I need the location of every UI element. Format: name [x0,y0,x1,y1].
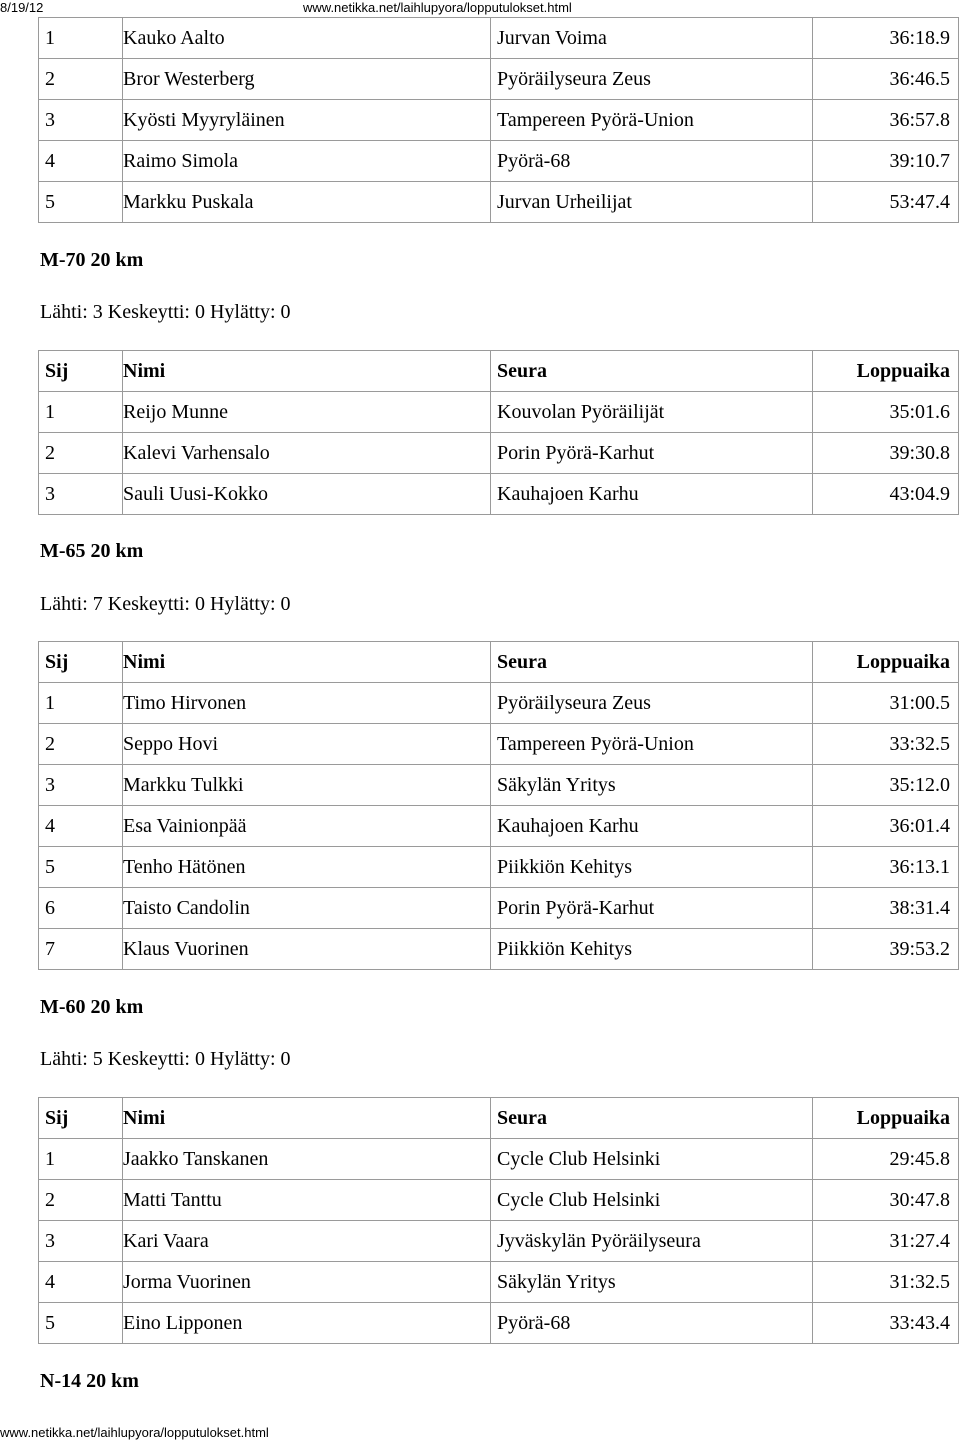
club-cell: Pyörä-68 [491,141,813,182]
finish-time-cell: 36:46.5 [813,59,959,100]
rider-name-cell: Raimo Simola [123,141,491,182]
rider-name-cell: Sauli Uusi-Kokko [123,474,491,515]
table-row [39,182,959,223]
col-header-finish-time: Loppuaika [813,1098,959,1139]
table-row [39,59,959,100]
table-row [39,683,959,724]
print-date: 8/19/12 [0,0,44,15]
finish-time-cell: 36:13.1 [813,847,959,888]
finish-time-cell: 36:57.8 [813,100,959,141]
finish-time-cell: 31:27.4 [813,1221,959,1262]
position-cell: 1 [39,392,123,433]
table-row [39,1139,959,1180]
club-cell: Jurvan Urheilijat [491,182,813,223]
table-row [39,724,959,765]
position-cell: 2 [39,1180,123,1221]
col-header-name: Nimi [123,351,491,392]
results-table [38,1097,959,1344]
rider-name-cell: Kalevi Varhensalo [123,433,491,474]
position-cell: 3 [39,100,123,141]
col-header-club: Seura [491,351,813,392]
rider-name-cell: Timo Hirvonen [123,683,491,724]
finish-time-cell: 31:00.5 [813,683,959,724]
finish-time-cell: 39:30.8 [813,433,959,474]
col-header-club: Seura [491,1098,813,1139]
finish-time-cell: 43:04.9 [813,474,959,515]
club-cell: Porin Pyörä-Karhut [491,433,813,474]
rider-name-cell: Reijo Munne [123,392,491,433]
table-row [39,888,959,929]
col-header-finish-time: Loppuaika [813,642,959,683]
position-cell: 2 [39,724,123,765]
club-cell: Jyväskylän Pyöräilyseura [491,1221,813,1262]
table-row [39,1221,959,1262]
rider-name-cell: Taisto Candolin [123,888,491,929]
position-cell: 6 [39,888,123,929]
club-cell: Pyöräilyseura Zeus [491,59,813,100]
col-header-name: Nimi [123,1098,491,1139]
class-title: M-60 20 km [40,996,144,1018]
club-cell: Piikkiön Kehitys [491,929,813,970]
table-row [39,141,959,182]
finish-time-cell: 38:31.4 [813,888,959,929]
table-row [39,806,959,847]
rider-name-cell: Seppo Hovi [123,724,491,765]
club-cell: Jurvan Voima [491,18,813,59]
table-header-row [39,351,959,392]
table-header-row [39,1098,959,1139]
club-cell: Tampereen Pyörä-Union [491,100,813,141]
rider-name-cell: Kari Vaara [123,1221,491,1262]
position-cell: 5 [39,1303,123,1344]
finish-time-cell: 33:43.4 [813,1303,959,1344]
class-stats: Lähti: 3 Keskeytti: 0 Hylätty: 0 [40,301,291,323]
table-row [39,1262,959,1303]
rider-name-cell: Markku Puskala [123,182,491,223]
col-header-finish-time: Loppuaika [813,351,959,392]
position-cell: 1 [39,18,123,59]
results-table-continued [38,17,959,223]
club-cell: Cycle Club Helsinki [491,1180,813,1221]
finish-time-cell: 39:53.2 [813,929,959,970]
results-table [38,350,959,515]
club-cell: Porin Pyörä-Karhut [491,888,813,929]
table-row [39,847,959,888]
club-cell: Piikkiön Kehitys [491,847,813,888]
col-header-position: Sij [39,1098,123,1139]
col-header-position: Sij [39,642,123,683]
rider-name-cell: Kyösti Myyryläinen [123,100,491,141]
finish-time-cell: 33:32.5 [813,724,959,765]
rider-name-cell: Matti Tanttu [123,1180,491,1221]
club-cell: Cycle Club Helsinki [491,1139,813,1180]
results-table [38,641,959,970]
col-header-position: Sij [39,351,123,392]
table-row [39,1303,959,1344]
rider-name-cell: Eino Lipponen [123,1303,491,1344]
club-cell: Kauhajoen Karhu [491,474,813,515]
rider-name-cell: Tenho Hätönen [123,847,491,888]
table-row [39,929,959,970]
rider-name-cell: Jaakko Tanskanen [123,1139,491,1180]
finish-time-cell: 30:47.8 [813,1180,959,1221]
position-cell: 3 [39,474,123,515]
position-cell: 4 [39,806,123,847]
table-header-row [39,642,959,683]
rider-name-cell: Esa Vainionpää [123,806,491,847]
finish-time-cell: 39:10.7 [813,141,959,182]
class-stats: Lähti: 5 Keskeytti: 0 Hylätty: 0 [40,1048,291,1070]
finish-time-cell: 35:12.0 [813,765,959,806]
table-row [39,765,959,806]
club-cell: Pyörä-68 [491,1303,813,1344]
print-url-footer: www.netikka.net/laihlupyora/lopputulokset.html [0,1425,269,1440]
finish-time-cell: 31:32.5 [813,1262,959,1303]
class-stats: Lähti: 7 Keskeytti: 0 Hylätty: 0 [40,593,291,615]
position-cell: 5 [39,847,123,888]
position-cell: 2 [39,433,123,474]
finish-time-cell: 29:45.8 [813,1139,959,1180]
finish-time-cell: 53:47.4 [813,182,959,223]
position-cell: 3 [39,1221,123,1262]
position-cell: 1 [39,1139,123,1180]
table-row [39,433,959,474]
rider-name-cell: Klaus Vuorinen [123,929,491,970]
position-cell: 1 [39,683,123,724]
position-cell: 7 [39,929,123,970]
table-row [39,18,959,59]
club-cell: Pyöräilyseura Zeus [491,683,813,724]
position-cell: 4 [39,141,123,182]
table-row [39,1180,959,1221]
rider-name-cell: Jorma Vuorinen [123,1262,491,1303]
club-cell: Tampereen Pyörä-Union [491,724,813,765]
position-cell: 5 [39,182,123,223]
finish-time-cell: 35:01.6 [813,392,959,433]
position-cell: 3 [39,765,123,806]
rider-name-cell: Kauko Aalto [123,18,491,59]
class-title: M-70 20 km [40,249,144,271]
club-cell: Kauhajoen Karhu [491,806,813,847]
rider-name-cell: Bror Westerberg [123,59,491,100]
print-url-header: www.netikka.net/laihlupyora/lopputulokset.html [303,0,572,15]
table-row [39,392,959,433]
table-row [39,100,959,141]
club-cell: Kouvolan Pyöräilijät [491,392,813,433]
table-row [39,474,959,515]
col-header-name: Nimi [123,642,491,683]
col-header-club: Seura [491,642,813,683]
finish-time-cell: 36:01.4 [813,806,959,847]
position-cell: 4 [39,1262,123,1303]
rider-name-cell: Markku Tulkki [123,765,491,806]
club-cell: Säkylän Yritys [491,1262,813,1303]
class-title: M-65 20 km [40,540,144,562]
club-cell: Säkylän Yritys [491,765,813,806]
class-title: N-14 20 km [40,1370,139,1392]
finish-time-cell: 36:18.9 [813,18,959,59]
position-cell: 2 [39,59,123,100]
